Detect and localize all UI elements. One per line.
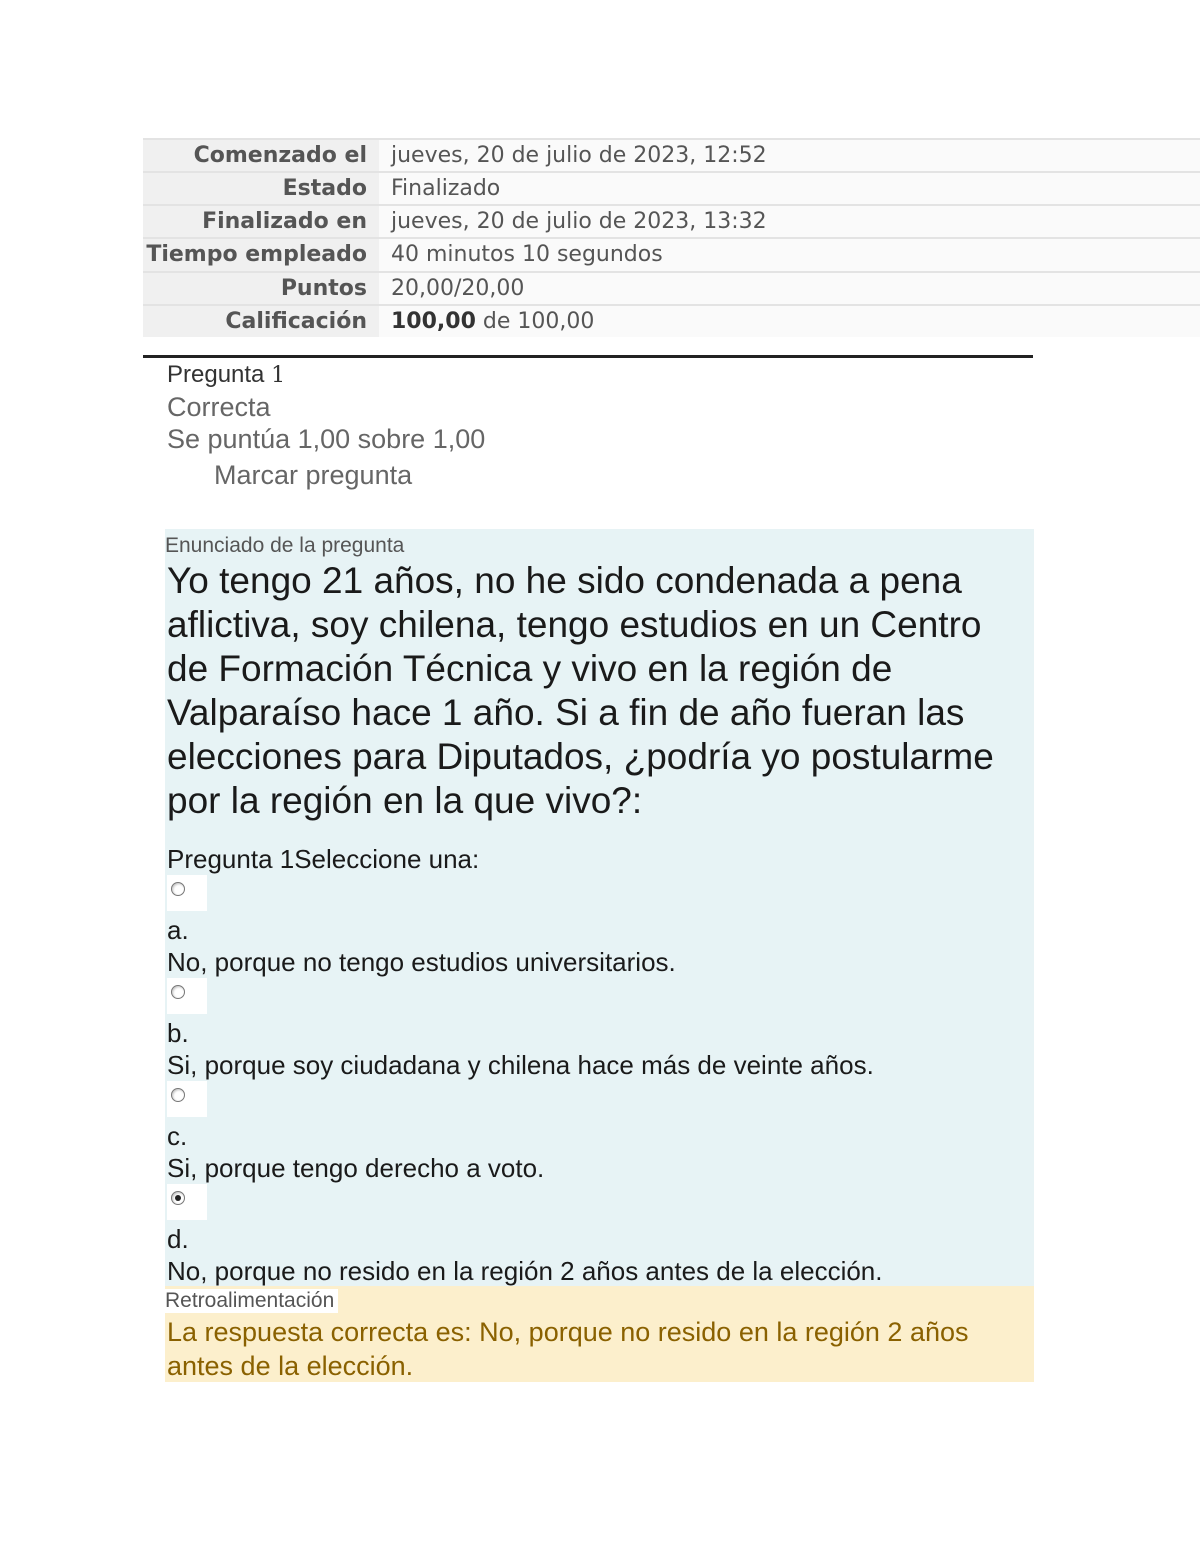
- summary-row-grade: [143, 305, 1200, 337]
- question-title-label: Pregunta: [167, 361, 265, 388]
- question-title: [167, 361, 285, 389]
- summary-value: jueves, 20 de julio de 2023, 12:52: [379, 139, 1200, 172]
- summary-value: 40 minutos 10 segundos: [379, 238, 1200, 272]
- radio-button[interactable]: [171, 985, 185, 999]
- option-text: Si, porque soy ciudadana y chilena hace más de veinte años.: [167, 1050, 874, 1080]
- option-letter: d.: [167, 1224, 189, 1254]
- question-state: Correcta: [167, 392, 271, 422]
- summary-row-state: [143, 172, 1200, 205]
- feedback-label: Retroalimentación: [165, 1289, 338, 1313]
- radio-container: [167, 875, 207, 911]
- answer-prompt: Pregunta 1Seleccione una:: [167, 844, 480, 874]
- summary-label: Finalizado en: [143, 205, 379, 238]
- summary-row-started: [143, 139, 1200, 172]
- radio-container: [167, 1184, 207, 1220]
- grade-max: de 100,00: [475, 309, 595, 334]
- radio-button-selected[interactable]: [171, 1191, 185, 1205]
- attempt-summary-table: [143, 138, 1200, 337]
- summary-label: Calificación: [143, 305, 379, 337]
- divider: [143, 355, 1033, 358]
- radio-button[interactable]: [171, 1088, 185, 1102]
- question-grade: Se puntúa 1,00 sobre 1,00: [167, 424, 486, 454]
- summary-row-points: [143, 272, 1200, 305]
- summary-label: Tiempo empleado: [143, 238, 379, 272]
- question-number: 1: [271, 363, 286, 388]
- summary-label: Estado: [143, 172, 379, 205]
- option-letter: b.: [167, 1018, 189, 1048]
- summary-value: Finalizado: [379, 172, 1200, 205]
- option-text: Si, porque tengo derecho a voto.: [167, 1153, 545, 1183]
- feedback-text: La respuesta correcta es: No, porque no resido en la región 2 años antes de la elección.: [167, 1317, 969, 1381]
- summary-row-time: [143, 238, 1200, 272]
- radio-selected-dot: [175, 1195, 181, 1201]
- option-letter: c.: [167, 1121, 188, 1151]
- summary-value: 20,00/20,00: [379, 272, 1200, 305]
- option-text: No, porque no resido en la región 2 años antes de la elección.: [167, 1256, 883, 1286]
- summary-label: Comenzado el: [143, 139, 379, 172]
- grade-value: 100,00: [391, 309, 476, 334]
- summary-row-finished: [143, 205, 1200, 238]
- radio-container: [167, 978, 207, 1014]
- radio-container: [167, 1081, 207, 1117]
- option-letter: a.: [167, 915, 189, 945]
- flag-question-link[interactable]: Marcar pregunta: [214, 460, 413, 490]
- question-text-label: Enunciado de la pregunta: [165, 534, 405, 557]
- question-text: Yo tengo 21 años, no he sido condenada a pena aflictiva, soy chilena, tengo estudios en un Centro de Formación Técnica y vivo en la región de Valparaíso hace 1 año. Si a fin de año fueran las elecciones para Diputados, ¿podría yo postularme por la región en la que vivo?:: [167, 560, 994, 821]
- feedback-panel: [165, 1286, 1034, 1382]
- option-text: No, porque no tengo estudios universitarios.: [167, 947, 676, 977]
- question-panel: [165, 529, 1034, 1286]
- summary-value: jueves, 20 de julio de 2023, 13:32: [379, 205, 1200, 238]
- summary-label: Puntos: [143, 272, 379, 305]
- radio-button[interactable]: [171, 882, 185, 896]
- summary-value: [379, 305, 1200, 337]
